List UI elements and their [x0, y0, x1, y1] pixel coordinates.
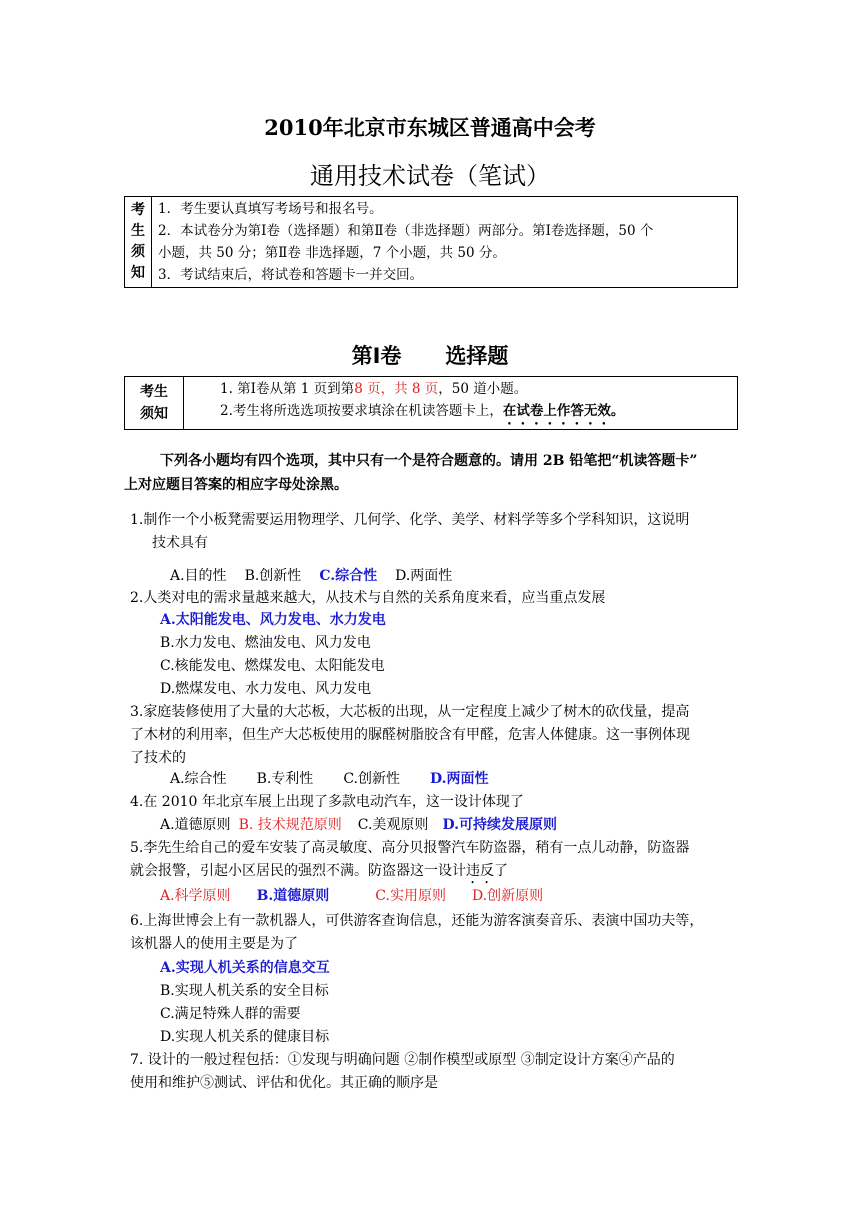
question-2-option-d: D.燃煤发电、水力发电、风力发电: [160, 681, 372, 697]
exam-title: 2010年北京市东城区普通高中会考: [264, 115, 596, 140]
candidate-notice-table: [124, 196, 738, 288]
question-3: 3.家庭装修使用了大量的大芯板，大芯板的出现，从一定程度上减少了树木的砍伐量，提高: [130, 704, 690, 720]
question-4-options: A.道德原则 B. 技术规范原则 C.美观原则 D.可持续发展原则: [160, 817, 557, 833]
instruction-line: 上对应题目答案的相应字母处涂黑。: [124, 477, 348, 493]
question-2: 2.人类对电的需求量越来越大，从技术与自然的关系角度来看，应当重点发展: [130, 590, 606, 606]
question-1: 1.制作一个小板凳需要运用物理学、几何学、化学、美学、材料学等多个学科知识，这说明: [130, 512, 690, 528]
question-2-option-a: A.太阳能发电、风力发电、水力发电: [160, 612, 386, 628]
question-6-cont: 该机器人的使用主要是为了: [130, 936, 298, 952]
question-3-cont: 了技术的: [130, 750, 186, 766]
notice-line: 2.考生将所选选项按要求填涂在机读答题卡上，在试卷上作答无效。: [220, 403, 625, 419]
question-7-cont: 使用和维护⑤测试、评估和优化。其正确的顺序是: [130, 1075, 438, 1091]
question-7: 7. 设计的一般过程包括：①发现与明确问题 ②制作模型或原型 ③制定设计方案④产品的: [130, 1052, 675, 1068]
section-notice-label: 考生 须知: [125, 377, 184, 430]
notice-body: [152, 197, 738, 288]
notice-line: 小题，共 50 分；第Ⅱ卷 非选择题，7 个小题，共 50 分。: [158, 245, 506, 261]
section-title: 第Ⅰ卷 选择题: [351, 344, 509, 368]
question-6-option-a: A.实现人机关系的信息交互: [160, 960, 330, 976]
notice-line: 2．本试卷分为第Ⅰ卷（选择题）和第Ⅱ卷（非选择题）两部分。第Ⅰ卷选择题，50 个: [158, 223, 654, 239]
section-notice-table: [124, 376, 738, 430]
question-6-option-c: C.满足特殊人群的需要: [160, 1006, 301, 1022]
question-2-option-b: B.水力发电、燃油发电、风力发电: [160, 635, 371, 651]
question-4: 4.在 2010 年北京车展上出现了多款电动汽车，这一设计体现了: [130, 794, 524, 810]
question-1-options: A.目的性 B.创新性 C.综合性 D.两面性: [170, 568, 453, 584]
question-6-option-b: B.实现人机关系的安全目标: [160, 983, 329, 999]
notice-line: 3．考试结束后，将试卷和答题卡一并交回。: [158, 267, 424, 283]
question-1-cont: 技术具有: [152, 535, 208, 551]
notice-line: 1. 第Ⅰ卷从第 1 页到第8 页，共 8 页，50 道小题。: [220, 381, 528, 397]
question-6-option-d: D.实现人机关系的健康目标: [160, 1029, 330, 1045]
question-2-option-c: C.核能发电、燃煤发电、太阳能发电: [160, 658, 385, 674]
question-3-options: A.综合性 B.专利性 C.创新性 D.两面性: [170, 771, 489, 787]
instruction-line: 下列各小题均有四个选项，其中只有一个是符合题意的。请用 2B 铅笔把“机读答题卡”: [160, 453, 698, 469]
question-5-options: A.科学原则 B.道德原则 C.实用原则 D.创新原则: [160, 888, 544, 904]
notice-label: 考 生 须 知: [125, 197, 152, 288]
exam-subtitle: 通用技术试卷（笔试）: [310, 162, 550, 190]
question-6: 6.上海世博会上有一款机器人，可供游客查询信息，还能为游客演奏音乐、表演中国功夫等，: [130, 913, 704, 929]
notice-line: 1．考生要认真填写考场号和报名号。: [158, 201, 383, 217]
question-5: 5.李先生给自己的爱车安装了高灵敏度、高分贝报警汽车防盗器，稍有一点儿动静，防盗器: [130, 840, 690, 856]
section-notice-body: [184, 377, 738, 430]
question-5-cont: 就会报警，引起小区居民的强烈不满。防盗器这一设计违反了: [130, 863, 508, 879]
question-3-cont: 了木材的利用率，但生产大芯板使用的脲醛树脂胶含有甲醛，危害人体健康。这一事例体现: [130, 727, 690, 743]
